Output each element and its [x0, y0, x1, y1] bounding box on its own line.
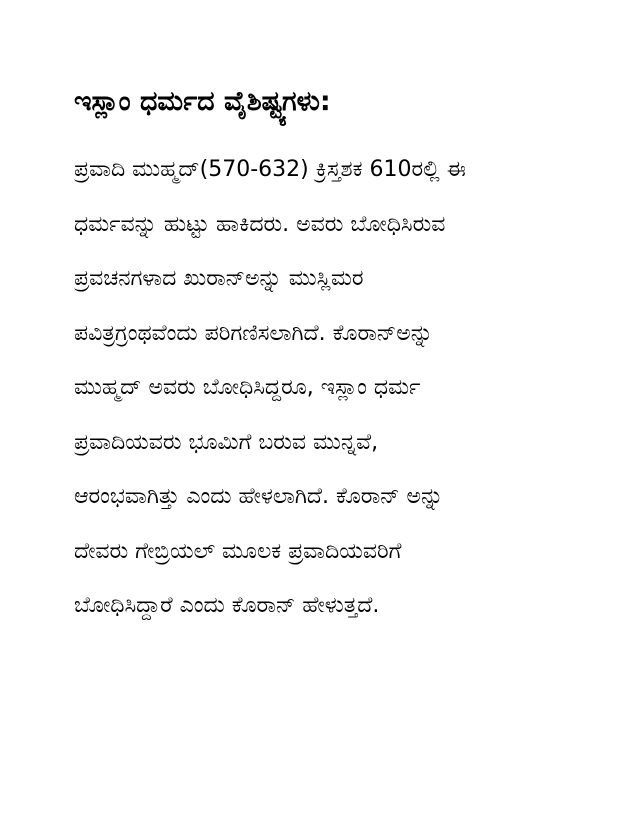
- document-body: [74, 143, 574, 634]
- body-line: ಮುಹ್ಮದ್ ಅವರು ಬೋಧಿಸಿದ್ದರೂ, ಇಸ್ಲಾಂ ಧರ್ಮ: [74, 375, 421, 400]
- body-line: ಬೋಧಿಸಿದ್ದಾರೆ ಎಂದು ಕೊರಾನ್ ಹೇಳುತ್ತದೆ.: [74, 593, 380, 618]
- body-line: ಪ್ರವಚನಗಳಾದ ಖುರಾನ್‌ಅನ್ನು ಮುಸ್ಲಿಮರ: [74, 266, 364, 291]
- body-line: ಪವಿತ್ರಗ್ರಂಥವೆಂದು ಪರಿಗಣಿಸಲಾಗಿದೆ. ಕೊರಾನ್‌ಅನ್ನು: [74, 320, 433, 346]
- body-line: ದೇವರು ಗೇಬ್ರಿಯಲ್ ಮೂಲಕ ಪ್ರವಾದಿಯವರಿಗೆ: [74, 538, 402, 564]
- body-line: ಆರಂಭವಾಗಿತ್ತು ಎಂದು ಹೇಳಲಾಗಿದೆ. ಕೊರಾನ್ ಅನ್ನು: [74, 484, 444, 509]
- body-line: ಪ್ರವಾದಿಯವರು ಭೂಮಿಗೆ ಬರುವ ಮುನ್ನವೆ,: [74, 429, 379, 455]
- body-line: ಪ್ರವಾದಿ ಮುಹ್ಮದ್(570-632) ಕ್ರಿಸ್ತಶಕ 610ರಲ್ಲಿ ಈ: [74, 157, 466, 182]
- document-heading: ಇಸ್ಲಾಂ ಧರ್ಮದ ವೈಶಿಷ್ಟ್ಯಗಳು:: [74, 86, 331, 117]
- body-line: ಧರ್ಮವನ್ನು ಹುಟ್ಟು ಹಾಕಿದರು. ಅವರು ಬೋಧಿಸಿರುವ: [74, 211, 446, 237]
